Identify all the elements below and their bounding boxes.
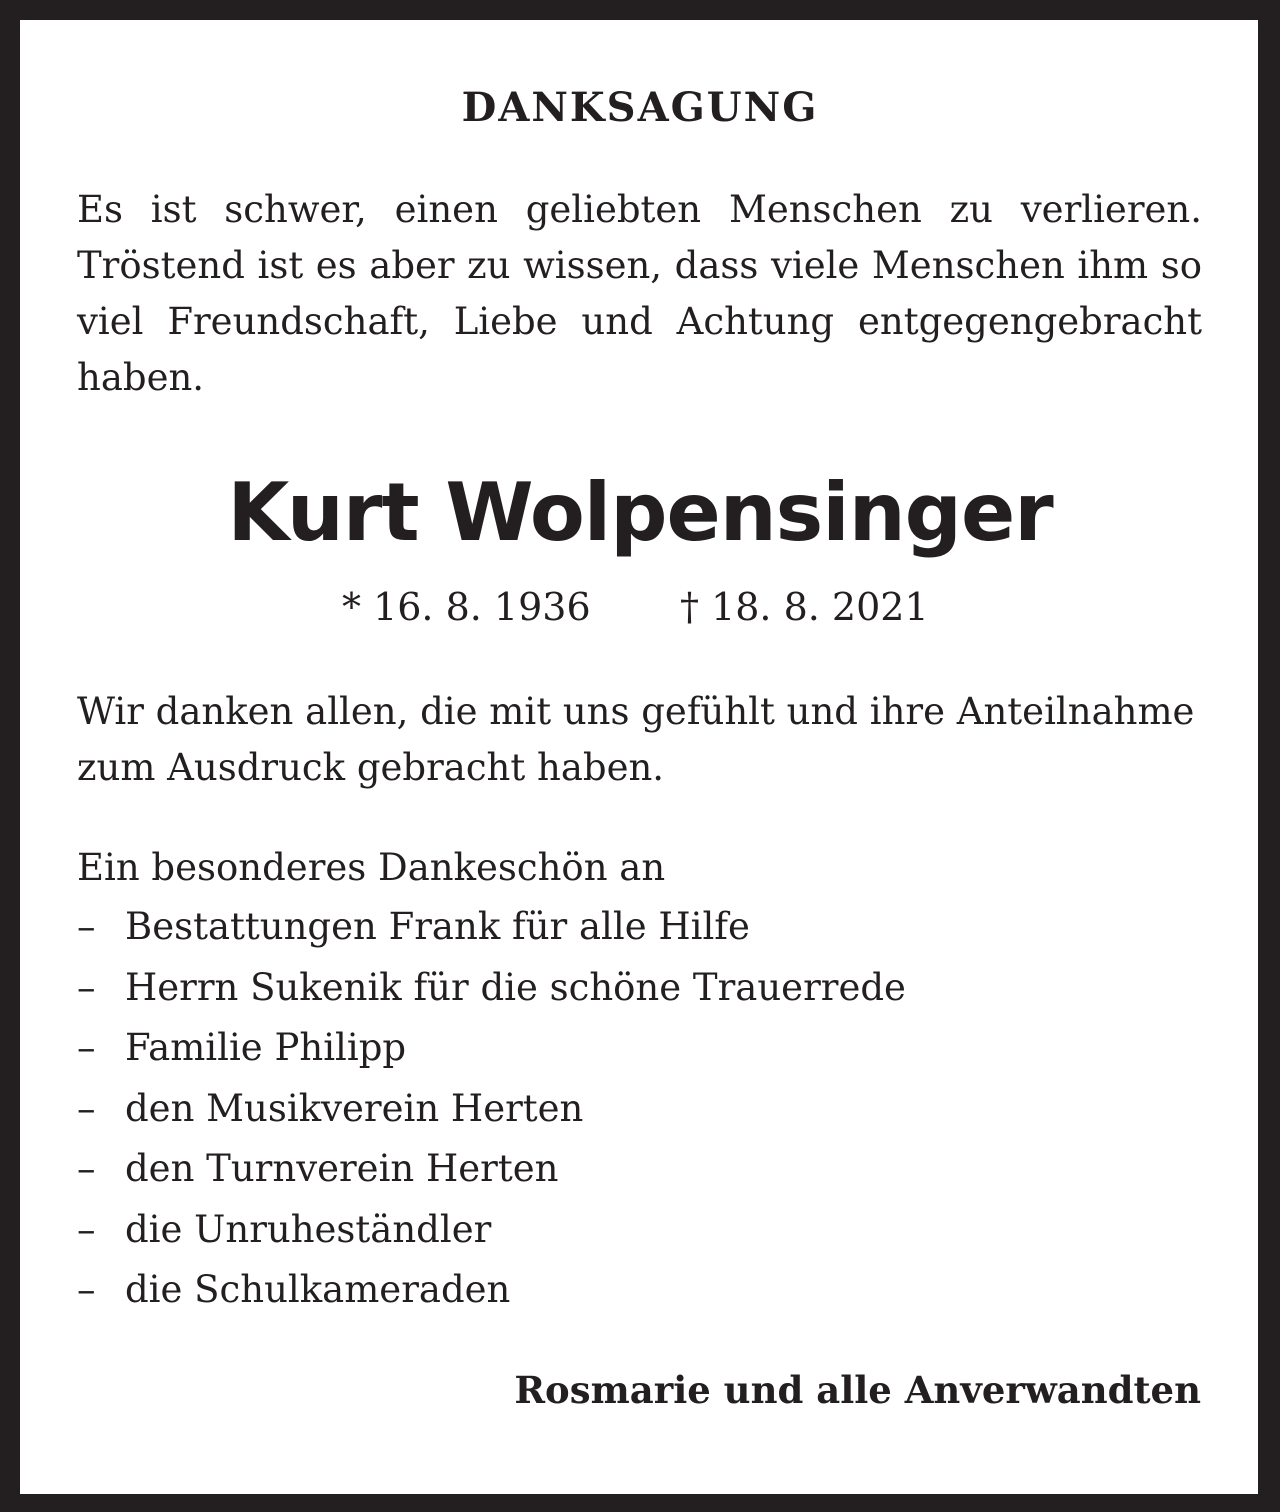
list-item-text: den Musikverein Herten	[125, 1086, 584, 1130]
dash-bullet: –	[77, 1207, 96, 1251]
dash-bullet: –	[77, 1026, 96, 1069]
birth-date: * 16. 8. 1936	[342, 585, 591, 629]
list-item-text: die Schulkameraden	[125, 1268, 511, 1311]
dash-bullet: –	[77, 1147, 96, 1190]
list-item-text: die Unruheständler	[125, 1207, 492, 1251]
notice-heading: DANKSAGUNG	[461, 84, 819, 131]
list-item-text: Bestattungen Frank für alle Hilfe	[125, 905, 750, 948]
thanks-paragraph: Wir danken allen, die mit uns gefühlt und ihre Anteilnahme zum Ausdruck gebracht haben.	[77, 690, 1195, 789]
list-item-text: Herrn Sukenik für die schöne Trauerrede	[125, 965, 906, 1009]
deceased-name: Kurt Wolpensinger	[227, 466, 1053, 559]
dash-bullet: –	[77, 965, 96, 1009]
dash-bullet: –	[77, 1268, 96, 1311]
intro-paragraph: Es ist schwer, einen geliebten Menschen zu verlieren. Tröstend ist es aber zu wissen, dass viele Menschen ihm so viel Freundschaft, Liebe und Achtung entgegengebracht haben.	[77, 188, 1202, 399]
dash-bullet: –	[77, 905, 96, 948]
list-item-text: Familie Philipp	[125, 1026, 407, 1069]
signature: Rosmarie und alle Anverwandten	[514, 1368, 1201, 1412]
list-item-text: den Turnverein Herten	[125, 1147, 559, 1190]
death-date: † 18. 8. 2021	[680, 585, 929, 629]
dash-bullet: –	[77, 1086, 96, 1130]
special-thanks-intro: Ein besonderes Dankeschön an	[77, 846, 666, 889]
